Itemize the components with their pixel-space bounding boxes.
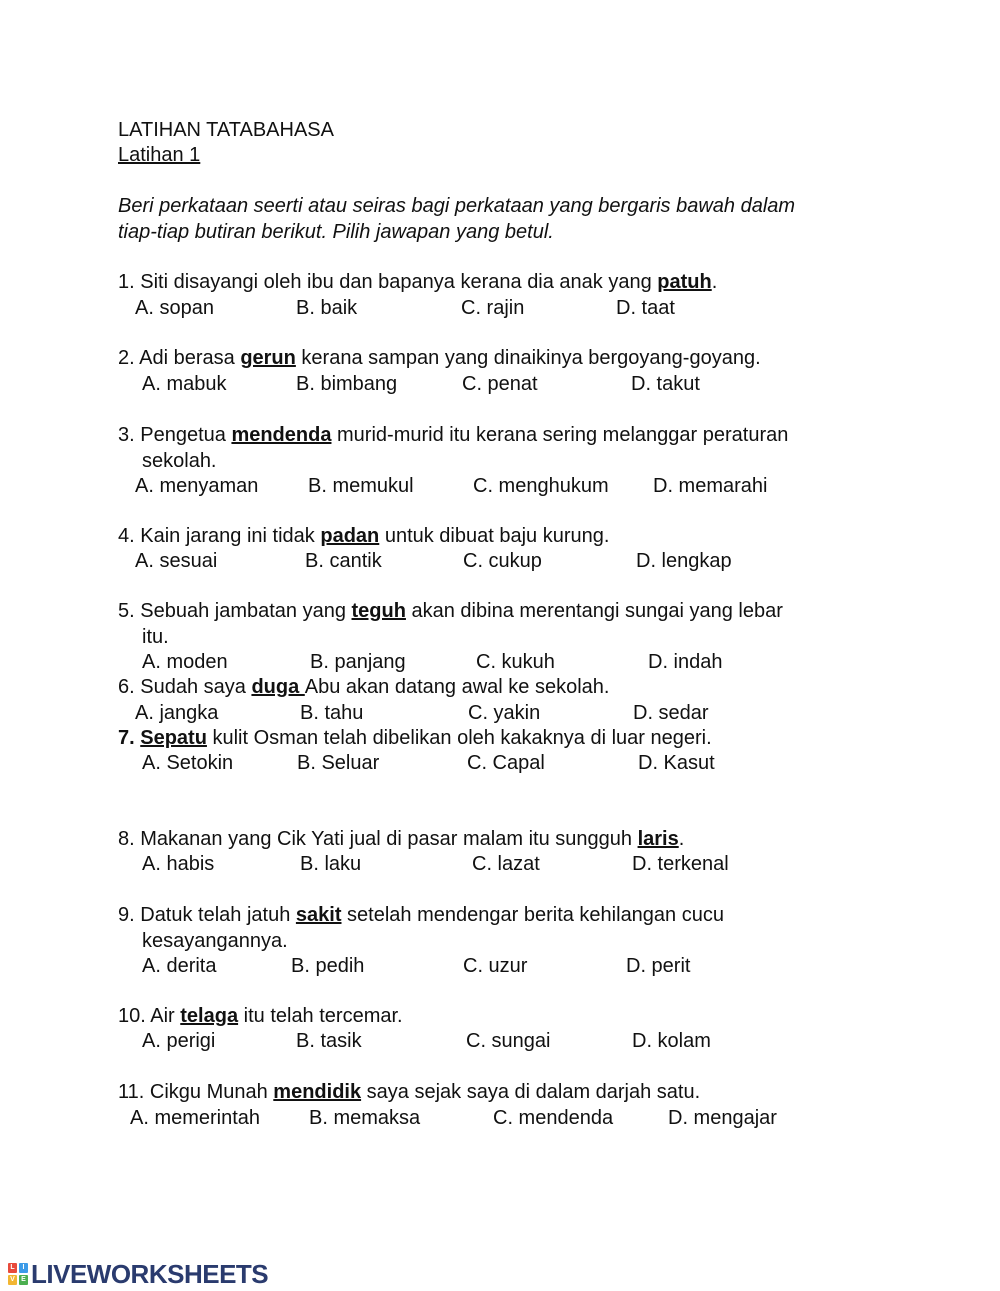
logo-icon-tile: E: [19, 1275, 28, 1285]
option-a[interactable]: A. moden: [142, 651, 228, 673]
option-b[interactable]: B. memaksa: [309, 1107, 421, 1129]
option-d[interactable]: D. mengajar: [668, 1107, 777, 1129]
exercise-subtitle: Latihan 1: [118, 144, 201, 166]
option-d[interactable]: D. indah: [648, 651, 723, 673]
logo-icon-tile: I: [19, 1263, 28, 1273]
liveworksheets-logo[interactable]: [8, 1258, 269, 1289]
option-c[interactable]: C. sungai: [466, 1030, 551, 1052]
option-c[interactable]: C. lazat: [472, 853, 540, 875]
option-d[interactable]: D. kolam: [632, 1030, 711, 1052]
option-d[interactable]: D. perit: [626, 955, 691, 977]
option-d[interactable]: D. takut: [631, 373, 700, 395]
question-4: 4. Kain jarang ini tidak padan untuk dibuat baju kurung.: [118, 525, 610, 547]
option-b[interactable]: B. tahu: [300, 702, 364, 724]
logo-text: LIVEWORKSHEETS: [31, 1258, 269, 1289]
question-9: 9. Datuk telah jatuh sakit setelah mendengar berita kehilangan cucu: [118, 904, 724, 926]
question-11: 11. Cikgu Munah mendidik saya sejak saya di dalam darjah satu.: [118, 1081, 701, 1103]
keyword: duga: [251, 676, 305, 698]
option-d[interactable]: D. lengkap: [636, 550, 732, 572]
question-9-continuation: kesayangannya.: [142, 930, 288, 952]
option-b[interactable]: B. memukul: [308, 475, 414, 497]
question-5: 5. Sebuah jambatan yang teguh akan dibina merentangi sungai yang lebar: [118, 600, 783, 622]
option-a[interactable]: A. sopan: [135, 297, 214, 319]
question-7: 7. Sepatu kulit Osman telah dibelikan oleh kakaknya di luar negeri.: [118, 727, 712, 749]
liveworksheets-logo-icon: [8, 1263, 28, 1285]
option-a[interactable]: A. jangka: [135, 702, 219, 724]
option-b[interactable]: B. tasik: [296, 1030, 362, 1052]
keyword: patuh: [657, 271, 712, 293]
question-3-continuation: sekolah.: [142, 450, 217, 472]
keyword: laris: [637, 828, 679, 850]
option-d[interactable]: D. Kasut: [638, 752, 715, 774]
question-1: 1. Siti disayangi oleh ibu dan bapanya kerana dia anak yang patuh.: [118, 271, 718, 293]
option-b[interactable]: B. baik: [296, 297, 358, 319]
option-c[interactable]: C. mendenda: [493, 1107, 614, 1129]
option-c[interactable]: C. cukup: [463, 550, 542, 572]
option-b[interactable]: B. pedih: [291, 955, 365, 977]
option-a[interactable]: A. menyaman: [135, 475, 259, 497]
option-c[interactable]: C. uzur: [463, 955, 528, 977]
option-d[interactable]: D. taat: [616, 297, 675, 319]
option-c[interactable]: C. kukuh: [476, 651, 555, 673]
question-5-continuation: itu.: [142, 626, 169, 648]
option-c[interactable]: C. Capal: [467, 752, 545, 774]
option-a[interactable]: A. sesuai: [135, 550, 218, 572]
keyword: mendenda: [231, 424, 332, 446]
option-d[interactable]: D. terkenal: [632, 853, 729, 875]
keyword: telaga: [180, 1005, 239, 1027]
keyword: Sepatu: [140, 727, 207, 749]
option-c[interactable]: C. menghukum: [473, 475, 609, 497]
question-8: 8. Makanan yang Cik Yati jual di pasar malam itu sungguh laris.: [118, 828, 685, 850]
option-a[interactable]: A. habis: [142, 853, 215, 875]
option-d[interactable]: D. sedar: [633, 702, 709, 724]
option-a[interactable]: A. mabuk: [142, 373, 227, 395]
option-b[interactable]: B. laku: [300, 853, 362, 875]
option-c[interactable]: C. rajin: [461, 297, 525, 319]
logo-icon-tile: L: [8, 1263, 17, 1273]
instruction-line-2: tiap-tiap butiran berikut. Pilih jawapan yang betul.: [118, 221, 554, 243]
question-3: 3. Pengetua mendenda murid-murid itu kerana sering melanggar peraturan: [118, 424, 789, 446]
option-a[interactable]: A. derita: [142, 955, 217, 977]
option-b[interactable]: B. Seluar: [297, 752, 380, 774]
worksheet-title: LATIHAN TATABAHASA: [118, 119, 334, 141]
question-6: 6. Sudah saya duga Abu akan datang awal ke sekolah.: [118, 676, 610, 698]
option-b[interactable]: B. bimbang: [296, 373, 398, 395]
logo-icon-tile: V: [8, 1275, 17, 1285]
keyword: mendidik: [273, 1081, 362, 1103]
option-a[interactable]: A. Setokin: [142, 752, 234, 774]
keyword: sakit: [295, 904, 342, 926]
option-a[interactable]: A. perigi: [142, 1030, 216, 1052]
keyword: gerun: [240, 347, 296, 369]
option-c[interactable]: C. yakin: [468, 702, 541, 724]
option-b[interactable]: B. cantik: [305, 550, 382, 572]
option-a[interactable]: A. memerintah: [130, 1107, 261, 1129]
option-d[interactable]: D. memarahi: [653, 475, 768, 497]
option-b[interactable]: B. panjang: [310, 651, 406, 673]
keyword: padan: [320, 525, 380, 547]
option-c[interactable]: C. penat: [462, 373, 538, 395]
keyword: teguh: [351, 600, 406, 622]
instruction-line-1: Beri perkataan seerti atau seiras bagi perkataan yang bergaris bawah dalam: [118, 195, 796, 217]
question-10: 10. Air telaga itu telah tercemar.: [118, 1005, 403, 1027]
question-2: 2. Adi berasa gerun kerana sampan yang dinaikinya bergoyang-goyang.: [118, 347, 761, 369]
